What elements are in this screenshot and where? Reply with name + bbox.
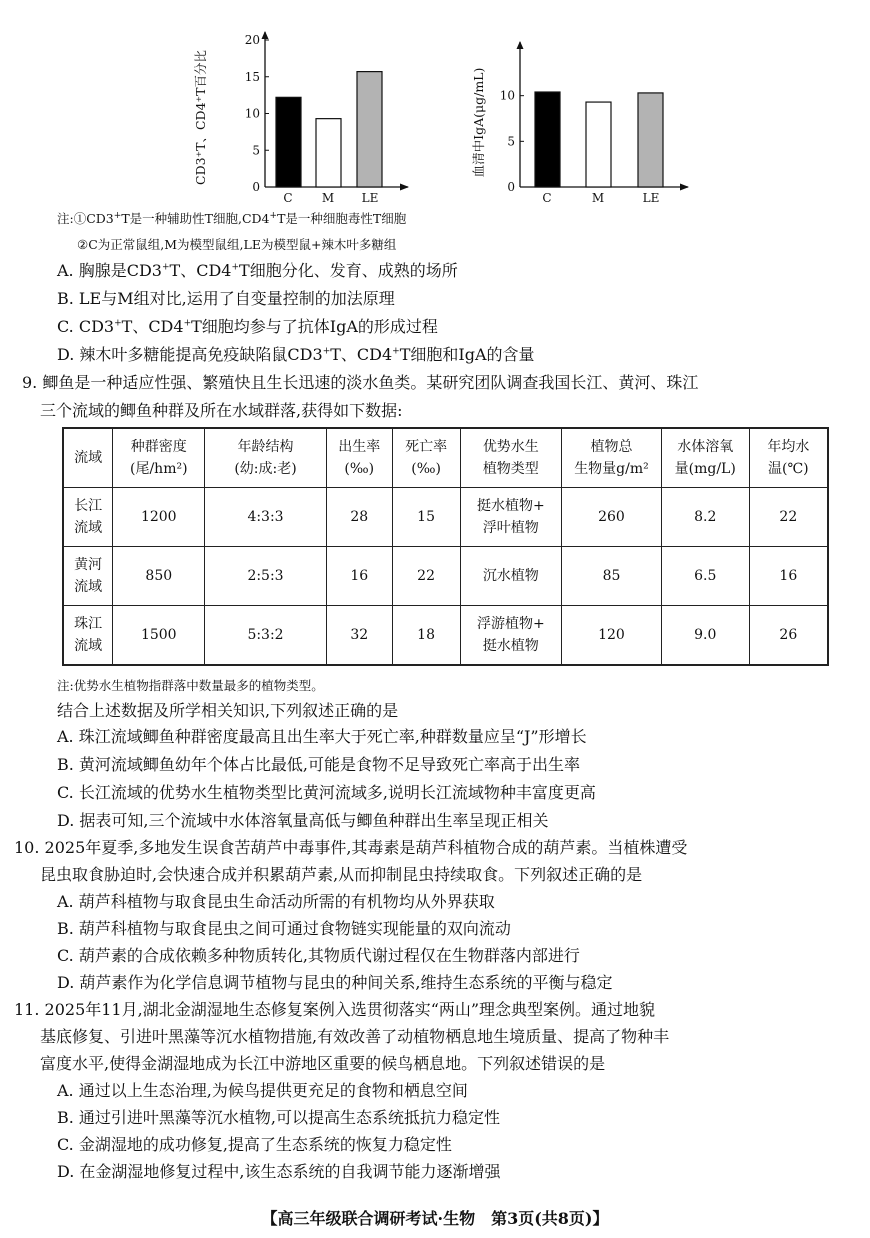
x-tick-label: LE	[361, 191, 379, 205]
y-tick-label: 15	[244, 69, 260, 84]
q11-option-b: B. 通过引进叶黑藻等沉水植物,可以提高生态系统抵抗力稳定性	[57, 1108, 501, 1127]
q9-option-a: A. 珠江流域鲫鱼种群密度最高且出生率大于死亡率,种群数量应呈“J”形增长	[57, 727, 587, 746]
page-footer: 【高三年级联合调研考试·生物 第3页(共8页)】	[261, 1209, 609, 1228]
q8-option-d: D. 辣木叶多糖能提高免疫缺陷鼠CD3+T、CD4+T细胞和IgA的含量	[57, 345, 535, 364]
q11-stem-1: 11. 2025年11月,湖北金湖湿地生态修复案例入选贯彻落实“两山”理念典型案例。通过地貌	[14, 1000, 656, 1019]
table-header-cell: 优势水生 植物类型	[460, 428, 562, 488]
table-cell: 挺水植物+ 浮叶植物	[460, 488, 562, 547]
q11-option-a: A. 通过以上生态治理,为候鸟提供更充足的食物和栖息空间	[57, 1081, 468, 1100]
table-cell: 26	[749, 606, 828, 666]
figure-charts	[0, 0, 870, 210]
table-cell: 850	[113, 547, 205, 606]
x-tick-label: M	[321, 191, 335, 205]
x-axis-arrow	[400, 184, 409, 191]
q11-stem-2: 基底修复、引进叶黑藻等沉水植物措施,有效改善了动植物栖息地生境质量、提高了物种丰	[40, 1027, 670, 1046]
table-cell: 9.0	[661, 606, 749, 666]
table-cell: 黄河 流域	[63, 547, 113, 606]
table-row	[63, 488, 828, 547]
y-tick-label: 5	[252, 143, 260, 158]
q11-option-c: C. 金湖湿地的成功修复,提高了生态系统的恢复力稳定性	[57, 1135, 452, 1154]
table-cell: 32	[326, 606, 392, 666]
table-header-row	[63, 428, 828, 488]
x-tick-label: C	[542, 191, 552, 205]
table-cell: 22	[392, 547, 460, 606]
table-row	[63, 606, 828, 666]
table-header-cell: 植物总 生物量g/m²	[562, 428, 662, 488]
q8-option-c: C. CD3+T、CD4+T细胞均参与了抗体IgA的形成过程	[57, 317, 438, 336]
bar-c	[535, 92, 560, 187]
q9-data-table	[62, 427, 829, 666]
table-header-cell: 流域	[63, 428, 113, 488]
x-tick-label: C	[283, 191, 293, 205]
bar-le	[357, 72, 382, 187]
table-cell: 5:3:2	[205, 606, 327, 666]
y-axis-label: CD3⁺T、CD4⁺T百分比	[193, 50, 208, 185]
table-header-cell: 死亡率 (‰)	[392, 428, 460, 488]
table-row	[63, 547, 828, 606]
chart-serum-iga	[471, 41, 689, 205]
bar-c	[276, 97, 301, 187]
table-cell: 15	[392, 488, 460, 547]
table-cell: 22	[749, 488, 828, 547]
y-tick-label: 0	[507, 180, 515, 194]
q11-option-d: D. 在金湖湿地修复过程中,该生态系统的自我调节能力逐渐增强	[57, 1162, 501, 1181]
chart-cd3-cd4-percent	[193, 31, 409, 205]
table-cell: 1200	[113, 488, 205, 547]
y-axis-arrow	[262, 31, 269, 39]
table-cell: 120	[562, 606, 662, 666]
q10-option-d: D. 葫芦素作为化学信息调节植物与昆虫的种间关系,维持生态系统的平衡与稳定	[57, 973, 613, 992]
table-cell: 18	[392, 606, 460, 666]
y-tick-label: 0	[252, 180, 260, 194]
q10-option-c: C. 葫芦素的合成依赖多种物质转化,其物质代谢过程仅在生物群落内部进行	[57, 946, 580, 965]
x-axis-arrow	[680, 184, 689, 191]
q10-stem-2: 昆虫取食胁迫时,会快速合成并积累葫芦素,从而抑制昆虫持续取食。下列叙述正确的是	[40, 865, 643, 884]
y-tick-label: 10	[244, 106, 260, 121]
table-cell: 沉水植物	[460, 547, 562, 606]
table-cell: 16	[749, 547, 828, 606]
table-cell: 28	[326, 488, 392, 547]
table-cell: 260	[562, 488, 662, 547]
bar-m	[586, 102, 611, 187]
table-cell: 珠江 流域	[63, 606, 113, 666]
table-cell: 浮游植物+ 挺水植物	[460, 606, 562, 666]
q11-stem-3: 富度水平,使得金湖湿地成为长江中游地区重要的候鸟栖息地。下列叙述错误的是	[40, 1054, 606, 1073]
y-tick-label: 20	[244, 33, 260, 47]
q9-option-b: B. 黄河流域鲫鱼幼年个体占比最低,可能是食物不足导致死亡率高于出生率	[57, 755, 581, 774]
y-tick-label: 5	[507, 134, 515, 149]
table-cell: 16	[326, 547, 392, 606]
bar-m	[316, 119, 341, 187]
table-cell: 2:5:3	[205, 547, 327, 606]
q10-option-a: A. 葫芦科植物与取食昆虫生命活动所需的有机物均从外界获取	[57, 892, 495, 911]
figure-note-1: 注:①CD3+T是一种辅助性T细胞,CD4+T是一种细胞毒性T细胞	[57, 210, 407, 226]
table-header-cell: 种群密度 (尾/hm²)	[113, 428, 205, 488]
q10-stem-1: 10. 2025年夏季,多地发生误食苦葫芦中毒事件,其毒素是葫芦科植物合成的葫芦素。当植株遭受	[14, 838, 688, 857]
table-header-cell: 年龄结构 (幼:成:老)	[205, 428, 327, 488]
table-cell: 4:3:3	[205, 488, 327, 547]
y-axis-label: 血清中IgA(μg/mL)	[471, 67, 486, 178]
x-tick-label: M	[591, 191, 605, 205]
q9-prompt: 结合上述数据及所学相关知识,下列叙述正确的是	[57, 701, 399, 720]
q9-option-c: C. 长江流域的优势水生植物类型比黄河流域多,说明长江流域物种丰富度更高	[57, 783, 596, 802]
table-cell: 6.5	[661, 547, 749, 606]
q9-option-d: D. 据表可知,三个流域中水体溶氧量高低与鲫鱼种群出生率呈现正相关	[57, 811, 549, 830]
table-header-cell: 水体溶氧 量(mg/L)	[661, 428, 749, 488]
table-header-cell: 年均水 温(℃)	[749, 428, 828, 488]
y-tick-label: 10	[499, 88, 515, 103]
bar-le	[638, 93, 663, 187]
y-axis-arrow	[517, 41, 524, 49]
q9-stem-1: 9. 鲫鱼是一种适应性强、繁殖快且生长迅速的淡水鱼类。某研究团队调查我国长江、黄河、珠江	[22, 373, 699, 392]
table-cell: 85	[562, 547, 662, 606]
figure-note-2: ②C为正常鼠组,M为模型鼠组,LE为模型鼠+辣木叶多糖组	[77, 237, 397, 252]
table-cell: 长江 流域	[63, 488, 113, 547]
q9-table-note: 注:优势水生植物指群落中数量最多的植物类型。	[57, 678, 324, 693]
q8-option-b: B. LE与M组对比,运用了自变量控制的加法原理	[57, 289, 395, 308]
q8-option-a: A. 胸腺是CD3+T、CD4+T细胞分化、发育、成熟的场所	[57, 261, 458, 280]
q9-stem-2: 三个流域的鲫鱼种群及所在水域群落,获得如下数据:	[40, 401, 403, 420]
table-cell: 1500	[113, 606, 205, 666]
table-cell: 8.2	[661, 488, 749, 547]
table-header-cell: 出生率 (‰)	[326, 428, 392, 488]
q10-option-b: B. 葫芦科植物与取食昆虫之间可通过食物链实现能量的双向流动	[57, 919, 511, 938]
x-tick-label: LE	[642, 191, 660, 205]
